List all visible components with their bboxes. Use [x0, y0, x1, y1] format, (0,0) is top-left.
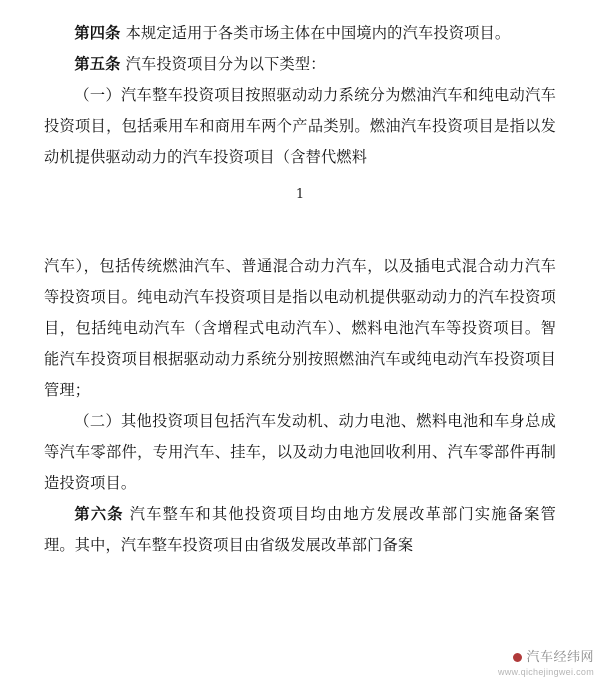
watermark-dot-icon	[513, 653, 522, 662]
paragraph-article-5-item-1-part-b	[44, 251, 556, 406]
page-number: 1	[295, 187, 305, 202]
paragraph-article-5	[44, 49, 556, 80]
watermark-site-name	[498, 650, 594, 665]
watermark-site-url: www.qichejingwei.com	[497, 666, 594, 677]
article-text-5-item-1-part-b: 汽车），包括传统燃油汽车、普通混合动力汽车，以及插电式混合动力汽车等投资项目。纯电动汽车投资项目是指以电动机提供驱动动力的汽车投资项目，包括纯电动汽车（含增程式电动汽车）、燃料电池汽车等投资项目。智能汽车投资项目根据驱动动力系统分别按照燃油汽车或纯电动汽车投资项目管理；	[44, 257, 556, 399]
watermark-site-name-text: 汽车经纬网	[526, 648, 594, 664]
watermark	[498, 650, 594, 677]
paragraph-article-5-item-1-part-a	[44, 80, 556, 173]
paragraph-article-6	[44, 499, 556, 561]
article-label-5: 第五条	[74, 55, 121, 73]
article-text-5-item-2: （二）其他投资项目包括汽车发动机、动力电池、燃料电池和车身总成等汽车零部件，专用汽车、挂车，以及动力电池回收利用、汽车零部件再制造投资项目。	[44, 412, 556, 492]
article-text-4: 本规定适用于各类市场主体在中国境内的汽车投资项目。	[125, 24, 511, 42]
paragraph-article-4	[44, 18, 556, 49]
article-label-6: 第六条	[74, 505, 124, 523]
article-text-5: 汽车投资项目分为以下类型：	[125, 55, 326, 73]
article-text-6: 汽车整车和其他投资项目均由地方发展改革部门实施备案管理。其中，汽车整车投资项目由省级发展改革部门备案	[44, 505, 557, 554]
paragraph-article-5-item-2	[44, 406, 556, 499]
article-text-5-item-1-part-a: （一）汽车整车投资项目按照驱动动力系统分为燃油汽车和纯电动汽车投资项目，包括乘用车和商用车两个产品类别。燃油汽车投资项目是指以发动机提供驱动动力的汽车投资项目（含替代燃料	[44, 86, 556, 166]
article-label-4: 第四条	[74, 24, 121, 42]
page-break-spacer	[44, 205, 556, 251]
